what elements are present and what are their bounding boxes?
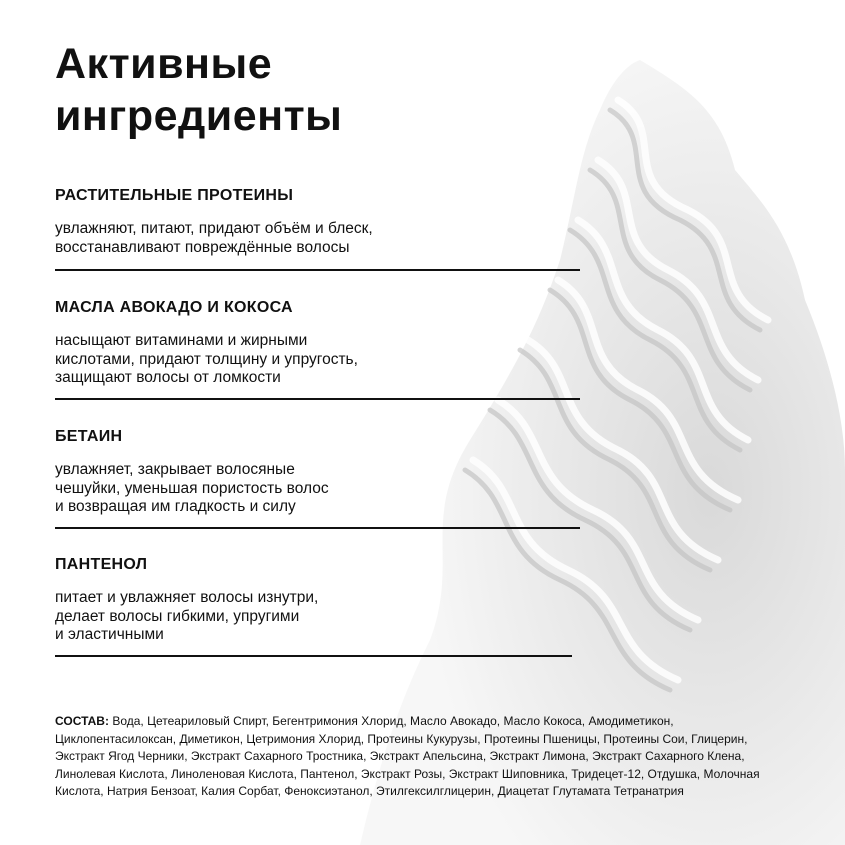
ingredient-description: увлажняет, закрывает волосяные чешуйки, уменьшая пористость волос и возвращая им гладкость и силу <box>55 461 329 515</box>
ingredient-block-betaine <box>55 427 595 517</box>
ingredient-block-panthenol <box>55 555 595 645</box>
ingredient-name: РАСТИТЕЛЬНЫЕ ПРОТЕИНЫ <box>55 187 294 204</box>
ingredient-block-oils <box>55 298 595 388</box>
page-title-line2: ингредиенты <box>55 92 343 140</box>
ingredient-name: МАСЛА АВОКАДО И КОКОСА <box>55 299 293 316</box>
composition-text <box>55 713 795 801</box>
divider <box>55 269 580 271</box>
ingredient-block-proteins <box>55 186 595 257</box>
divider <box>55 398 580 400</box>
divider <box>55 527 580 529</box>
divider <box>55 655 572 657</box>
ingredient-name: ПАНТЕНОЛ <box>55 556 148 573</box>
page-title-line1: Активные <box>55 40 273 88</box>
composition-list: Вода, Цетеариловый Спирт, Бегентримония Хлорид, Масло Авокадо, Масло Кокоса, Амодиметикон, Циклопентасилоксан, Диметикон, Цетримония Хлорид, Протеины Кукурузы, Протеины Пшеницы, Протеины Сои, Глицерин, Экстракт Ягод Черники, Экстракт Сахарного Тростника, Экстракт Апельсина, Экстракт Лимона, Экстракт Сахарного Клена, Линолевая Кислота, Линоленовая Кислота, Пантенол, Экстракт Розы, Экстракт Шиповника, Тридецет-12, Отдушка, Молочная Кислота, Натрия Бензоат, Калия Сорбат, Феноксиэтанол, Этилгексилглицерин, Диацетат Глутамата Тетранатрия <box>55 714 760 799</box>
ingredient-description: увлажняют, питают, придают объём и блеск, восстанавливают повреждённые волосы <box>55 220 373 256</box>
ingredient-description: питает и увлажняет волосы изнутри, делает волосы гибкими, упругими и эластичными <box>55 589 319 643</box>
page-title <box>55 38 555 142</box>
ingredient-description: насыщают витаминами и жирными кислотами, придают толщину и упругость, защищают волосы от ломкости <box>55 332 358 386</box>
composition-label: СОСТАВ: <box>55 714 109 728</box>
ingredient-name: БЕТАИН <box>55 428 123 445</box>
